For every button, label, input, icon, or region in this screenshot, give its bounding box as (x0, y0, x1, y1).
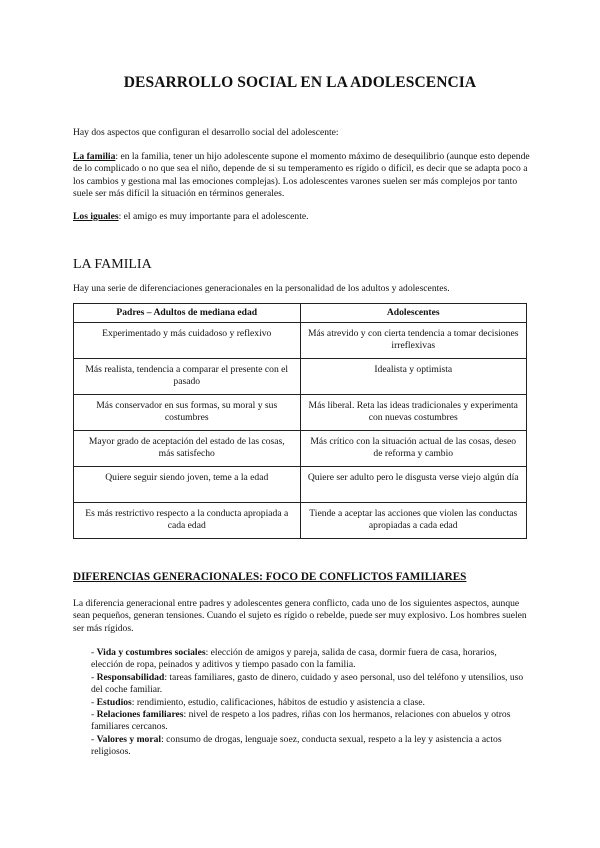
aspect-text: : nivel de respeto a los padres, riñas con los hermanos, relaciones con abuelos y otros familiares cercanos. (91, 709, 511, 733)
table-cell: Tiende a aceptar las acciones que violen las conductas apropiadas a cada edad (300, 503, 527, 539)
iguales-text: : el amigo es muy importante para el adolescente. (118, 211, 309, 222)
aspect-label: Vida y costumbres sociales (96, 647, 206, 658)
aspect-label: Responsabilidad (96, 671, 165, 683)
familia-section-intro: Hay una serie de diferenciaciones generacionales en la personalidad de los adultos y adolescentes. (73, 283, 450, 294)
table-cell: Más crítico con la situación actual de las cosas, deseo de reforma y cambio (300, 431, 527, 467)
section-heading-familia: LA FAMILIA (73, 257, 152, 272)
table-cell: Más conservador en sus formas, su moral y sus costumbres (74, 395, 301, 431)
intro-paragraph: Hay dos aspectos que configuran el desarrollo social del adolescente: (73, 127, 339, 138)
iguales-label: Los iguales (73, 211, 119, 222)
aspect-label: Valores y moral (96, 733, 162, 745)
familia-label: La familia (73, 151, 116, 162)
list-item: - Vida y costumbres sociales: elección de amigos y pareja, salida de casa, dormir fuera de casa, horarios, elección de ropa, peinados y aditivos y tiempo pasado con la familia. (91, 647, 497, 671)
list-item: - Responsabilidad: tareas familiares, gasto de dinero, cuidado y aseo personal, uso del teléfono y utensilios, uso del coche familiar. (91, 671, 524, 696)
table-row (74, 503, 527, 539)
table-header-row (74, 304, 527, 323)
section-heading-conflictos: DIFERENCIAS GENERACIONALES: FOCO DE CONFLICTOS FAMILIARES (73, 571, 467, 583)
table-row (74, 395, 527, 431)
table-row (74, 467, 527, 503)
iguales-paragraph (73, 211, 533, 223)
aspect-label: Estudios (96, 696, 132, 708)
aspect-text: : consumo de drogas, lenguaje soez, conducta sexual, respeto a la ley y asistencia a actos religiosos. (91, 733, 502, 758)
table-cell: Idealista y optimista (300, 359, 527, 395)
aspect-text: : elección de amigos y pareja, salida de casa, dormir fuera de casa, horarios, elección de ropa, peinados y aditivos y tiempo pasado con la familia. (91, 647, 497, 671)
table-cell: Más realista, tendencia a comparar el presente con el pasado (74, 359, 301, 395)
aspects-list (91, 647, 531, 759)
document-title: DESARROLLO SOCIAL EN LA ADOLESCENCIA (123, 74, 477, 91)
aspect-label: Relaciones familiares (96, 709, 184, 721)
table-row (74, 431, 527, 467)
familia-text: : en la familia, tener un hijo adolescente supone el momento máximo de desequilibrio (aunque esto depende de lo complicado o no que sea el niño, depende de si su temperamento es rígido o difícil, es decir que se adapta poco a los cambios y gestiona mal las emociones complejas). Los adolescentes varones suelen ser más complejos por tanto suele ser más difícil la situación en términos generales. (73, 151, 530, 200)
table-header-padres: Padres – Adultos de mediana edad (74, 304, 301, 323)
familia-paragraph (73, 151, 533, 201)
list-item: - Relaciones familiares: nivel de respeto a los padres, riñas con los hermanos, relaciones con abuelos y otros familiares cercanos. (91, 709, 511, 733)
table-cell: Experimentado y más cuidadoso y reflexivo (74, 323, 301, 359)
list-item: - Valores y moral: consumo de drogas, lenguaje soez, conducta sexual, respeto a la ley y asistencia a actos religiosos. (91, 733, 502, 758)
table-cell: Quiere ser adulto pero le disgusta verse viejo algún día (300, 467, 527, 503)
table-row (74, 323, 527, 359)
list-item: - Estudios: rendimiento, estudio, calificaciones, hábitos de estudio y asistencia a clase. (91, 696, 425, 708)
table-cell: Mayor grado de aceptación del estado de las cosas, más satisfecho (74, 431, 301, 467)
table-header-adolescentes: Adolescentes (300, 304, 527, 323)
aspect-text: : tareas familiares, gasto de dinero, cuidado y aseo personal, uso del teléfono y utensilios, uso del coche familiar. (91, 671, 524, 696)
table-cell: Más liberal. Reta las ideas tradicionales y experimenta con nuevas costumbres (300, 395, 527, 431)
aspect-text: : rendimiento, estudio, calificaciones, hábitos de estudio y asistencia a clase. (131, 696, 425, 708)
conflictos-intro: La diferencia generacional entre padres y adolescentes genera conflicto, cada uno de los siguientes aspectos, aunque sean pequeños, generan tensiones. Cuando el sujeto es rígido o rebelde, puede ser muy explosivo. Los hombres suelen ser más rígidos. (73, 598, 527, 634)
generational-table (73, 303, 527, 539)
table-row (74, 359, 527, 395)
table-cell: Más atrevido y con cierta tendencia a tomar decisiones irreflexivas (300, 323, 527, 359)
table-cell: Quiere seguir siendo joven, teme a la edad (74, 467, 301, 503)
table-cell: Es más restrictivo respecto a la conducta apropiada a cada edad (74, 503, 301, 539)
